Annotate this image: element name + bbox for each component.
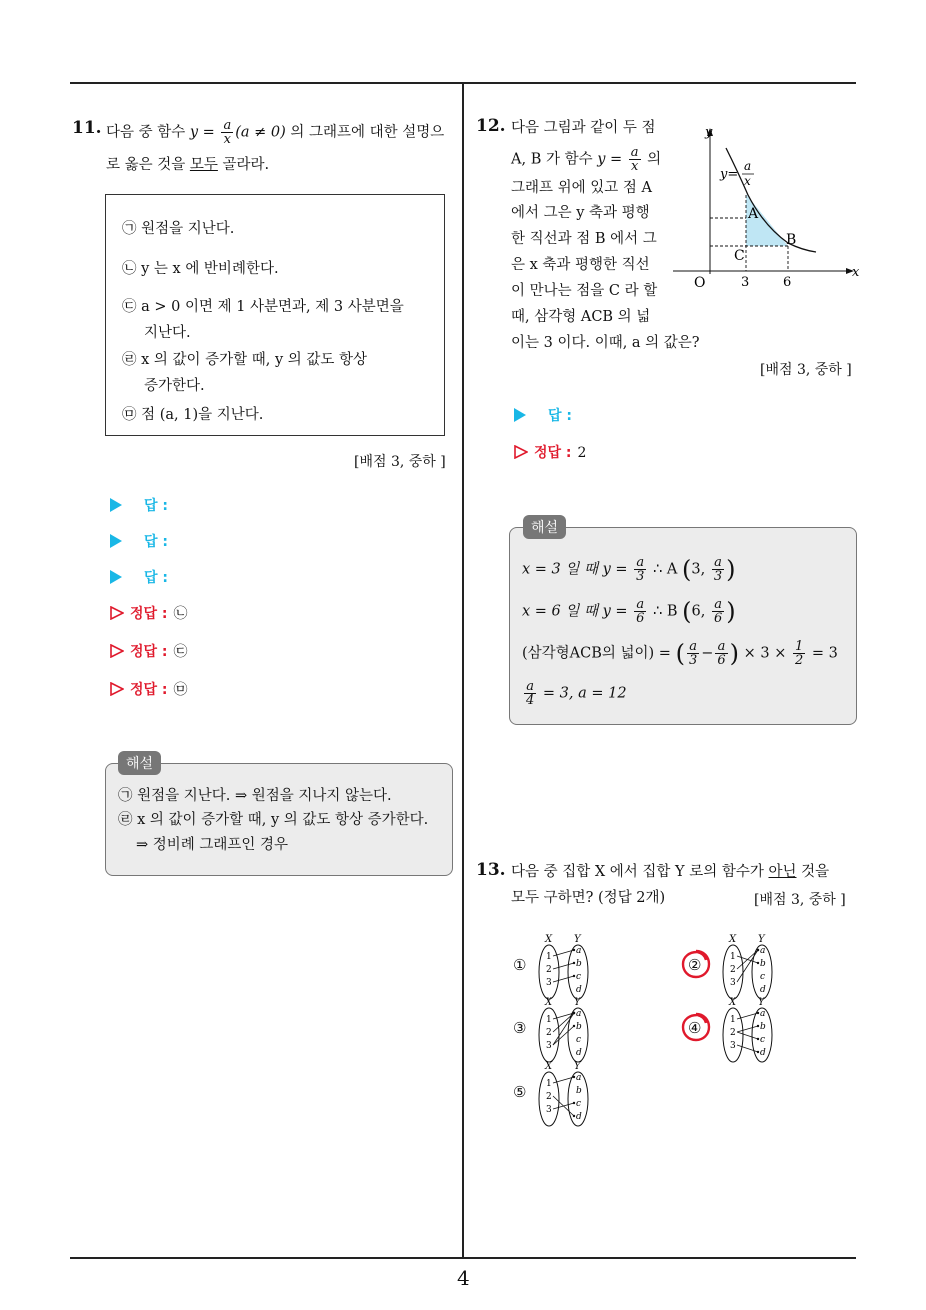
sol2-frac2	[712, 598, 724, 625]
point-c-label: C	[734, 248, 745, 264]
origin-label: O	[694, 275, 706, 291]
sol4-num: a	[524, 680, 536, 694]
correct-label: 정답 :	[130, 606, 168, 622]
play-icon	[110, 570, 122, 584]
curve-label-den: x	[744, 174, 751, 188]
q12-sol-line3	[522, 640, 838, 667]
sol1-den: 3	[636, 569, 645, 584]
sol3-minus: −	[701, 645, 714, 662]
paren-open: (	[681, 555, 692, 584]
sol1-den2: 3	[713, 569, 723, 584]
sol3-frac3	[793, 640, 805, 667]
q12-line2-a: A, B 가 함수	[511, 151, 593, 168]
set-y-element: d	[576, 1048, 582, 1058]
q12-func: y =	[597, 151, 623, 168]
sol2-den: 6	[636, 611, 645, 626]
outline-triangle-icon	[110, 606, 124, 620]
mapping-arrow	[553, 1103, 574, 1109]
q12-line1: 다음 그림과 같이 두 점	[511, 120, 656, 136]
q11-stem-b: 의 그래프에 대한 설명으	[290, 124, 445, 141]
q11-number: 11.	[72, 118, 102, 138]
correct-label: 정답 :	[130, 682, 168, 698]
sol2-num: a	[634, 598, 646, 612]
play-icon	[110, 498, 122, 512]
set-x-element: 3	[546, 978, 552, 988]
q12-line9: 이는 3 이다. 이때, a 의 값은?	[511, 335, 700, 351]
choice-text: a > 0 이면 제 1 사분면과, 제 3 사분면을	[141, 299, 404, 315]
q11-correct-1	[110, 603, 188, 623]
set-y-element: a	[576, 946, 582, 956]
option-3-mark[interactable]: ③	[513, 1019, 527, 1037]
outline-triangle-icon	[514, 445, 528, 459]
q11-correct-3	[110, 679, 188, 699]
q11-choice-4	[122, 350, 367, 370]
q12-solution-box	[509, 527, 857, 725]
bottom-rule	[70, 1257, 856, 1259]
outline-triangle-icon	[110, 644, 124, 658]
set-y-label: Y	[758, 997, 765, 1008]
q12-line4: 에서 그은 y 축과 평행	[511, 205, 650, 221]
q11-choice-5	[122, 405, 263, 425]
point-a-label: A	[748, 206, 759, 222]
sol3-d1: 3	[688, 653, 698, 668]
answer-label: 답 :	[144, 534, 168, 550]
curve-label-num: a	[744, 159, 752, 173]
q11-sol-line1: ㉠ 원점을 지난다. ⇒ 원점을 지나지 않는다.	[118, 788, 392, 804]
set-x-element: 3	[546, 1041, 552, 1051]
set-y-element: d	[576, 1112, 582, 1122]
q11-cond: (a ≠ 0)	[235, 124, 286, 141]
set-y-element: c	[576, 972, 582, 982]
play-icon	[514, 408, 526, 422]
q11-stem-2b: 골라라.	[222, 157, 270, 173]
q11-solution-box	[105, 763, 453, 876]
sol2-b: ∴ B	[653, 603, 678, 620]
correct-value: ㉡	[173, 606, 188, 622]
set-x-element: 1	[730, 952, 736, 962]
q11-stem-line2	[106, 155, 269, 175]
outline-triangle-icon	[110, 682, 124, 696]
set-x-element: 3	[730, 1041, 736, 1051]
set-y-label: Y	[574, 934, 581, 945]
sol1-b: ∴ A	[653, 561, 678, 578]
q11-sol-line2: ㉣ x 의 값이 증가할 때, y 의 값도 항상 증가한다.	[118, 812, 429, 828]
q12-line7: 이 만나는 점을 C 라 할	[511, 283, 658, 299]
set-y-element: d	[760, 985, 766, 995]
set-x-element: 1	[546, 952, 552, 962]
q12-graph	[668, 122, 864, 292]
paren-close: )	[726, 597, 736, 626]
q12-score: [배점 3, 중하 ]	[760, 362, 852, 378]
correct-value: 2	[577, 445, 587, 461]
choice-mark: ㉡	[122, 261, 137, 277]
sol3-frac2	[715, 640, 727, 667]
q11-stem-2a: 로 옳은 것을	[106, 157, 186, 173]
q12-sol-line2	[522, 598, 736, 625]
option-1-mark[interactable]: ①	[513, 956, 527, 974]
paren-close: )	[726, 555, 736, 584]
q11-choice-3-cont: 지난다.	[144, 325, 191, 341]
q11-frac-den: x	[223, 132, 231, 147]
set-y-element: c	[576, 1035, 582, 1045]
set-x-element: 2	[730, 965, 736, 975]
page-number: 4	[457, 1266, 470, 1290]
mapping-diagram-1	[534, 932, 594, 1002]
q13-line2: 모두 구하면? (정답 2개)	[511, 890, 666, 906]
set-x-element: 3	[546, 1105, 552, 1115]
mapping-diagram-3	[534, 995, 594, 1065]
mapping-arrow	[737, 1045, 758, 1052]
q12-frac	[629, 146, 641, 173]
q11-choice-box	[105, 194, 445, 436]
set-x-element: 2	[546, 1028, 552, 1038]
q11-answer-3[interactable]	[110, 567, 168, 587]
set-y-element: b	[576, 1086, 582, 1096]
set-y-element: a	[760, 1009, 766, 1019]
set-x-element: 2	[546, 1092, 552, 1102]
set-y-element: b	[576, 959, 582, 969]
q12-line6: 은 x 축과 평행한 직선	[511, 257, 650, 273]
sol3-frac1	[687, 640, 699, 667]
set-y-element: b	[576, 1022, 582, 1032]
q13-underline: 아닌	[768, 864, 797, 880]
set-x-element: 1	[546, 1015, 552, 1025]
q12-number: 12.	[476, 116, 506, 136]
sol4-den: 4	[526, 693, 535, 708]
set-y-element: d	[576, 985, 582, 995]
sol1-frac	[634, 556, 646, 583]
red-circle-mark-2	[680, 948, 712, 980]
set-x-element: 3	[730, 978, 736, 988]
sol1-frac2	[712, 556, 724, 583]
curve-label: y=	[720, 167, 739, 182]
set-y-element: a	[576, 1073, 582, 1083]
set-y-element: a	[760, 946, 766, 956]
correct-label: 정답 :	[534, 445, 572, 461]
sol3-n3: 1	[795, 639, 804, 654]
paren-close: )	[729, 639, 740, 668]
correct-value: ㉢	[173, 644, 188, 660]
set-x-label: X	[545, 934, 553, 945]
tick-6-label: 6	[783, 275, 792, 290]
q11-score: [배점 3, 중하 ]	[354, 454, 446, 470]
mapping-arrow	[553, 963, 574, 969]
sol4-b: = 3, a = 12	[542, 685, 627, 702]
q11-correct-2	[110, 641, 188, 661]
q11-choice-2	[122, 259, 279, 279]
y-axis-label: y	[705, 125, 713, 140]
choice-text: 점 (a, 1)을 지난다.	[141, 407, 264, 423]
q11-choice-4-cont: 증가한다.	[144, 378, 205, 394]
q11-answer-1[interactable]	[110, 495, 168, 515]
q11-frac	[221, 119, 233, 146]
sol2-frac	[634, 598, 646, 625]
q12-frac-num: a	[630, 145, 639, 160]
option-2-mark[interactable]: ②	[688, 956, 702, 974]
set-y-label: Y	[574, 997, 581, 1008]
q11-choice-3	[122, 297, 404, 317]
set-x-element: 2	[546, 965, 552, 975]
q12-answer[interactable]	[514, 405, 572, 425]
mapping-arrow	[737, 1026, 758, 1032]
red-circle-mark-4	[680, 1011, 712, 1043]
q12-correct	[514, 442, 586, 462]
mapping-diagram-4	[718, 995, 778, 1065]
set-y-element: c	[576, 1099, 582, 1109]
q12-line2	[511, 146, 661, 173]
q12-solution-tag: 해설	[523, 515, 566, 539]
correct-value: ㉤	[173, 682, 188, 698]
sol1-num2: a	[712, 556, 724, 570]
sol3-b: × 3 ×	[743, 645, 787, 662]
x-axis-label: x	[852, 265, 860, 280]
sol3-a: (삼각형ACB의 넓이) =	[522, 645, 671, 662]
sol1-num: a	[634, 556, 646, 570]
option-4-mark[interactable]: ④	[688, 1019, 702, 1037]
correct-label: 정답 :	[130, 644, 168, 660]
mapping-arrow	[737, 1032, 758, 1039]
answer-label: 답 :	[144, 570, 168, 586]
set-y-element: b	[760, 959, 766, 969]
sol2-den2: 6	[714, 611, 723, 626]
sol4-frac	[524, 680, 536, 707]
mapping-arrow	[553, 976, 574, 982]
q13-number: 13.	[476, 860, 506, 880]
q11-choice-1	[122, 219, 234, 239]
column-divider	[462, 83, 464, 1258]
q12-sol-line1	[522, 556, 735, 583]
sol3-n1: a	[687, 640, 699, 654]
q13-score: [배점 3, 중하 ]	[754, 892, 846, 908]
q11-stem-a: 다음 중 함수	[106, 124, 186, 141]
q13-line1-b: 것을	[801, 864, 830, 880]
q11-solution-tag: 해설	[118, 751, 161, 775]
q11-frac-num: a	[223, 118, 232, 133]
set-x-label: X	[729, 997, 737, 1008]
q11-stem-line1	[106, 119, 444, 146]
answer-label: 답 :	[144, 498, 168, 514]
paren-open: (	[675, 639, 685, 668]
set-x-element: 1	[546, 1079, 552, 1089]
q11-sol-line3: ⇒ 정비례 그래프인 경우	[136, 837, 289, 853]
option-5-mark[interactable]: ⑤	[513, 1083, 527, 1101]
set-y-element: a	[576, 1009, 582, 1019]
choice-mark: ㉠	[122, 221, 137, 237]
q11-stem-underline: 모두	[189, 157, 218, 173]
set-y-label: Y	[758, 934, 765, 945]
tick-3-label: 3	[741, 275, 750, 290]
q12-line5: 한 직선과 점 B 에서 그	[511, 231, 657, 247]
point-b-label: B	[786, 232, 797, 248]
sol1-c: 3,	[691, 561, 706, 578]
sol3-n2: a	[715, 640, 727, 654]
mapping-diagram-2	[718, 932, 778, 1002]
sol2-a: x = 6 일 때 y =	[522, 603, 628, 620]
set-y-element: c	[760, 972, 766, 982]
sol2-c: 6,	[691, 603, 706, 620]
set-x-label: X	[545, 997, 553, 1008]
q12-line3: 그래프 위에 있고 점 A	[511, 180, 652, 196]
q12-line2-tail: 의	[647, 151, 662, 168]
set-y-label: Y	[574, 1061, 581, 1072]
paren-open: (	[682, 597, 692, 626]
sol1-a: x = 3 일 때 y =	[522, 561, 628, 578]
q11-func: y =	[189, 124, 215, 141]
set-y-element: d	[760, 1048, 766, 1058]
q12-frac-den: x	[630, 159, 639, 174]
play-icon	[110, 534, 122, 548]
q11-answer-2[interactable]	[110, 531, 168, 551]
choice-mark: ㉢	[122, 299, 137, 315]
set-x-label: X	[729, 934, 737, 945]
set-y-element: c	[760, 1035, 766, 1045]
q13-line1-a: 다음 중 집합 X 에서 집합 Y 로의 함수가	[511, 864, 764, 880]
sol3-c: = 3	[811, 645, 838, 662]
choice-mark: ㉣	[122, 352, 137, 368]
choice-text: 원점을 지난다.	[141, 221, 235, 237]
set-x-element: 1	[730, 1015, 736, 1025]
mapping-diagram-5	[534, 1059, 594, 1129]
sol3-d3: 2	[795, 653, 804, 668]
q13-line1	[511, 862, 829, 882]
set-x-label: X	[545, 1061, 553, 1072]
sol3-d2: 6	[717, 653, 726, 668]
q12-line8: 때, 삼각형 ACB 의 넓	[511, 309, 651, 325]
choice-mark: ㉤	[122, 407, 137, 423]
q12-sol-line4	[522, 680, 627, 707]
answer-label: 답 :	[548, 408, 572, 424]
choice-text: y 는 x 에 반비례한다.	[141, 261, 279, 277]
sol2-num2: a	[712, 598, 724, 612]
choice-text: x 의 값이 증가할 때, y 의 값도 항상	[141, 352, 368, 368]
set-y-element: b	[760, 1022, 766, 1032]
set-x-element: 2	[730, 1028, 736, 1038]
